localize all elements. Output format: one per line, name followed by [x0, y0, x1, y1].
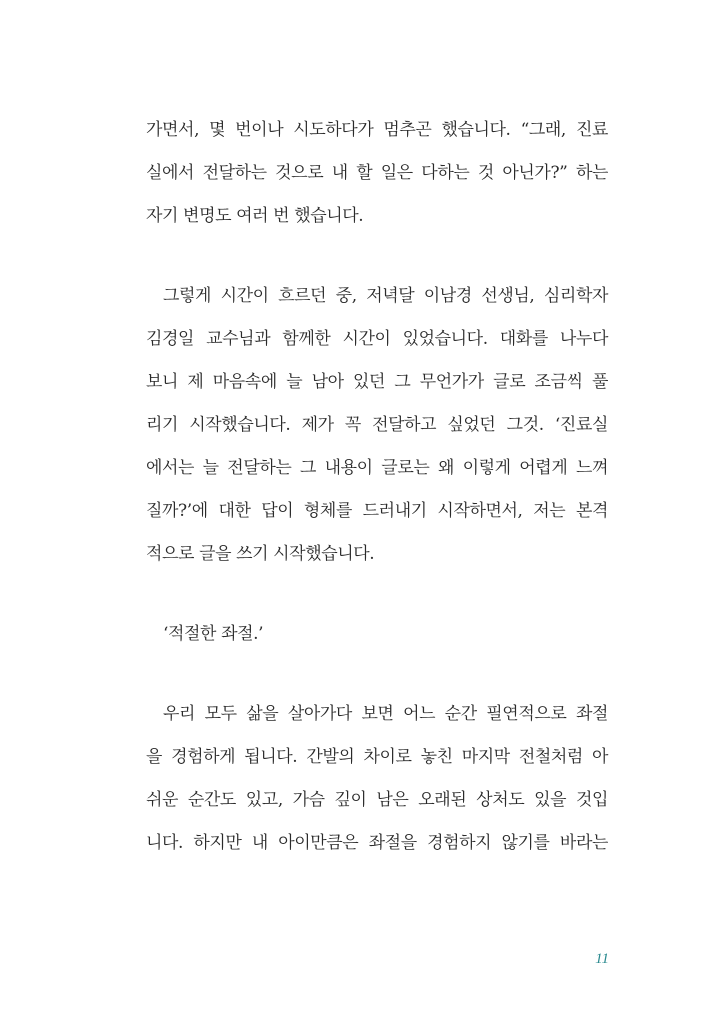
paragraph-2-line-1: 그렇게 시간이 흐르던 중, 저녁달 이남경 선생님, 심리학자: [163, 286, 608, 306]
paragraph-4-line-2: 을 경험하게 됩니다. 간발의 차이로 놓친 마지막 전철처럼 아: [146, 747, 608, 767]
paragraph-4-line-1: 우리 모두 삶을 살아가다 보면 어느 순간 필연적으로 좌절: [163, 704, 608, 724]
paragraph-2-line-6: 질까?’에 대한 답이 형체를 드러내기 시작하면서, 저는 본격: [146, 501, 608, 521]
paragraph-2-line-2: 김경일 교수님과 함께한 시간이 있었습니다. 대화를 나누다: [146, 329, 608, 349]
paragraph-4-line-3: 쉬운 순간도 있고, 가슴 깊이 남은 오래된 상처도 있을 것입: [146, 790, 608, 810]
paragraph-4-line-4: 니다. 하지만 내 아이만큼은 좌절을 경험하지 않기를 바라는: [146, 833, 608, 853]
paragraph-2-line-4: 리기 시작했습니다. 제가 꼭 전달하고 싶었던 그것. ‘진료실: [146, 415, 608, 435]
paragraph-1-line-2: 실에서 전달하는 것으로 내 할 일은 다하는 것 아닌가?” 하는: [146, 163, 608, 183]
paragraph-2-line-7: 적으로 글을 쓰기 시작했습니다.: [146, 544, 375, 564]
paragraph-1-line-1: 가면서, 몇 번이나 시도하다가 멈추곤 했습니다. “그래, 진료: [146, 120, 608, 140]
paragraph-2-line-3: 보니 제 마음속에 늘 남아 있던 그 무언가가 글로 조금씩 풀: [146, 372, 608, 392]
paragraph-2-line-5: 에서는 늘 전달하는 그 내용이 글로는 왜 이렇게 어렵게 느껴: [146, 458, 608, 478]
paragraph-1-line-3: 자기 변명도 여러 번 했습니다.: [146, 206, 364, 226]
page-number: 11: [595, 951, 609, 967]
paragraph-3-line-1: ‘적절한 좌절.’: [163, 624, 264, 644]
